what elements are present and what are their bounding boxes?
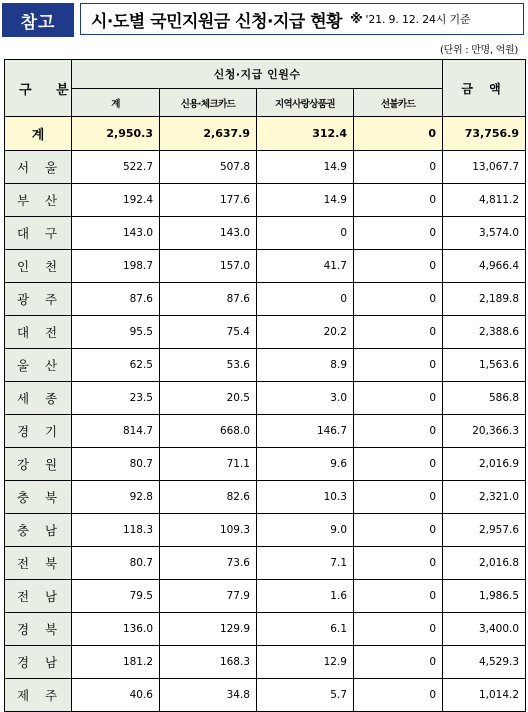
table-cell: 0 xyxy=(354,514,443,547)
region-name: 경 북 xyxy=(5,613,72,646)
table-cell: 157.0 xyxy=(160,250,257,283)
table-row xyxy=(5,580,526,613)
table-cell: 14.9 xyxy=(257,151,354,184)
total-cell: 0 xyxy=(354,117,443,151)
table-cell: 5.7 xyxy=(257,679,354,712)
table-cell: 2,016.9 xyxy=(443,448,526,481)
table-row xyxy=(5,316,526,349)
table-cell: 3.0 xyxy=(257,382,354,415)
header-sub-prepaid-card: 선불카드 xyxy=(354,89,443,117)
region-name: 광 주 xyxy=(5,283,72,316)
table-cell: 0 xyxy=(354,217,443,250)
table-cell: 146.7 xyxy=(257,415,354,448)
table-cell: 12.9 xyxy=(257,646,354,679)
table-cell: 0 xyxy=(354,349,443,382)
region-name: 충 북 xyxy=(5,481,72,514)
table-row xyxy=(5,349,526,382)
table-cell: 1,563.6 xyxy=(443,349,526,382)
total-cell: 2,637.9 xyxy=(160,117,257,151)
table-cell: 118.3 xyxy=(72,514,160,547)
region-name: 대 전 xyxy=(5,316,72,349)
region-name: 경 기 xyxy=(5,415,72,448)
total-cell: 73,756.9 xyxy=(443,117,526,151)
table-row xyxy=(5,679,526,712)
table-cell: 0 xyxy=(354,151,443,184)
table-cell: 143.0 xyxy=(160,217,257,250)
table-cell: 0 xyxy=(354,250,443,283)
note-text: '21. 9. 12. 24시 기준 xyxy=(365,13,471,26)
support-fund-table xyxy=(4,59,526,712)
table-cell: 9.0 xyxy=(257,514,354,547)
table-cell: 77.9 xyxy=(160,580,257,613)
header-row-top xyxy=(5,60,526,89)
table-row xyxy=(5,547,526,580)
table-cell: 177.6 xyxy=(160,184,257,217)
table-cell: 23.5 xyxy=(72,382,160,415)
table-cell: 6.1 xyxy=(257,613,354,646)
region-name: 경 남 xyxy=(5,646,72,679)
table-row xyxy=(5,283,526,316)
table-row xyxy=(5,184,526,217)
table-cell: 0 xyxy=(257,217,354,250)
table-cell: 4,811.2 xyxy=(443,184,526,217)
table-cell: 41.7 xyxy=(257,250,354,283)
table-row xyxy=(5,217,526,250)
region-name: 전 남 xyxy=(5,580,72,613)
header-sub-credit-card: 신용·체크카드 xyxy=(160,89,257,117)
table-cell: 80.7 xyxy=(72,547,160,580)
table-cell: 143.0 xyxy=(72,217,160,250)
table-cell: 0 xyxy=(354,448,443,481)
region-name: 전 북 xyxy=(5,547,72,580)
region-name: 부 산 xyxy=(5,184,72,217)
table-cell: 181.2 xyxy=(72,646,160,679)
region-name: 대 구 xyxy=(5,217,72,250)
note-mark: ※ xyxy=(350,12,363,27)
table-cell: 0 xyxy=(354,580,443,613)
region-name: 세 종 xyxy=(5,382,72,415)
page-title: 시·도별 국민지원금 신청·지급 현황 xyxy=(91,11,343,32)
table-cell: 129.9 xyxy=(160,613,257,646)
table-cell: 1,986.5 xyxy=(443,580,526,613)
table-cell: 75.4 xyxy=(160,316,257,349)
table-row xyxy=(5,151,526,184)
table-cell: 2,189.8 xyxy=(443,283,526,316)
table-cell: 73.6 xyxy=(160,547,257,580)
table-cell: 4,966.4 xyxy=(443,250,526,283)
table-cell: 79.5 xyxy=(72,580,160,613)
reference-date-note xyxy=(350,11,470,27)
unit-label: (단위 : 만명, 억원) xyxy=(440,45,518,56)
table-row xyxy=(5,613,526,646)
table-cell: 62.5 xyxy=(72,349,160,382)
table-cell: 136.0 xyxy=(72,613,160,646)
table-cell: 20.2 xyxy=(257,316,354,349)
table-row xyxy=(5,448,526,481)
table-cell: 2,016.8 xyxy=(443,547,526,580)
table-cell: 0 xyxy=(354,184,443,217)
table-cell: 109.3 xyxy=(160,514,257,547)
total-cell: 312.4 xyxy=(257,117,354,151)
total-label: 계 xyxy=(5,117,72,151)
table-cell: 10.3 xyxy=(257,481,354,514)
table-cell: 0 xyxy=(257,283,354,316)
table-cell: 1.6 xyxy=(257,580,354,613)
table-cell: 14.9 xyxy=(257,184,354,217)
table-cell: 34.8 xyxy=(160,679,257,712)
reference-badge: 참고 xyxy=(2,3,74,37)
table-cell: 82.6 xyxy=(160,481,257,514)
table-cell: 71.1 xyxy=(160,448,257,481)
region-name: 강 원 xyxy=(5,448,72,481)
table-cell: 53.6 xyxy=(160,349,257,382)
table-cell: 192.4 xyxy=(72,184,160,217)
table-cell: 0 xyxy=(354,679,443,712)
table-cell: 80.7 xyxy=(72,448,160,481)
region-name: 제 주 xyxy=(5,679,72,712)
report-header xyxy=(2,3,526,37)
table-cell: 2,957.6 xyxy=(443,514,526,547)
table-cell: 87.6 xyxy=(72,283,160,316)
table-row xyxy=(5,415,526,448)
table-cell: 522.7 xyxy=(72,151,160,184)
table-row xyxy=(5,646,526,679)
table-cell: 668.0 xyxy=(160,415,257,448)
table-cell: 2,321.0 xyxy=(443,481,526,514)
table-cell: 0 xyxy=(354,547,443,580)
table-row xyxy=(5,382,526,415)
table-cell: 0 xyxy=(354,481,443,514)
header-region: 구 분 xyxy=(5,60,72,117)
header-sub-local-voucher: 지역사랑상품권 xyxy=(257,89,354,117)
table-cell: 4,529.3 xyxy=(443,646,526,679)
region-name: 울 산 xyxy=(5,349,72,382)
table-cell: 0 xyxy=(354,646,443,679)
table-row xyxy=(5,250,526,283)
table-cell: 87.6 xyxy=(160,283,257,316)
table-cell: 7.1 xyxy=(257,547,354,580)
table-cell: 0 xyxy=(354,613,443,646)
region-name: 충 남 xyxy=(5,514,72,547)
region-name: 인 천 xyxy=(5,250,72,283)
table-cell: 0 xyxy=(354,316,443,349)
total-cell: 2,950.3 xyxy=(72,117,160,151)
table-cell: 20,366.3 xyxy=(443,415,526,448)
table-cell: 3,574.0 xyxy=(443,217,526,250)
table-cell: 814.7 xyxy=(72,415,160,448)
table-cell: 198.7 xyxy=(72,250,160,283)
table-row xyxy=(5,481,526,514)
table-cell: 92.8 xyxy=(72,481,160,514)
table-cell: 168.3 xyxy=(160,646,257,679)
table-cell: 3,400.0 xyxy=(443,613,526,646)
title-box xyxy=(80,3,524,35)
table-cell: 20.5 xyxy=(160,382,257,415)
header-sub-total: 계 xyxy=(72,89,160,117)
region-name: 서 울 xyxy=(5,151,72,184)
header-applicants: 신청·지급 인원수 xyxy=(72,60,443,89)
table-cell: 40.6 xyxy=(72,679,160,712)
table-cell: 0 xyxy=(354,415,443,448)
header-amount: 금 액 xyxy=(443,60,526,117)
table-cell: 586.8 xyxy=(443,382,526,415)
table-cell: 2,388.6 xyxy=(443,316,526,349)
table-cell: 0 xyxy=(354,283,443,316)
table-cell: 1,014.2 xyxy=(443,679,526,712)
table-cell: 0 xyxy=(354,382,443,415)
table-cell: 8.9 xyxy=(257,349,354,382)
table-row xyxy=(5,514,526,547)
total-row xyxy=(5,117,526,151)
table-cell: 13,067.7 xyxy=(443,151,526,184)
table-cell: 507.8 xyxy=(160,151,257,184)
table-cell: 95.5 xyxy=(72,316,160,349)
table-cell: 9.6 xyxy=(257,448,354,481)
